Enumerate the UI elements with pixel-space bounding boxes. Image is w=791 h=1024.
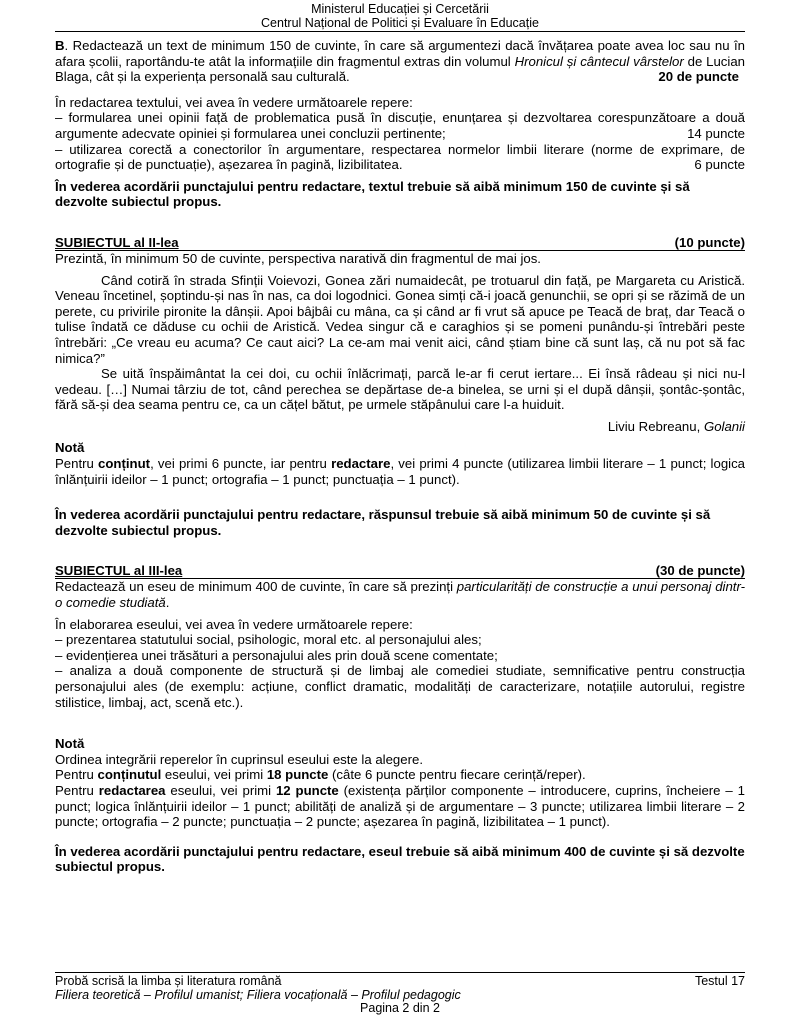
subject-2-task: Prezintă, în minimum 50 de cuvinte, perspectiva narativă din fragmentul de mai jos. [55,250,541,266]
subject-3-item-1: – prezentarea statutului social, psihologic, moral etc. al personajului ales; [55,632,482,648]
ministry-name: Ministerul Educației și Cercetării [311,2,489,16]
excerpt-paragraph-1: Când cotiră în strada Sfinții Voievozi, Gonea zări numaidecât, pe trotuarul din față, pe Margareta cu Aristică. Veneau încetinel, șoptindu-și nas în nas, ca doi logodnici. Gonea simți că-i joacă genunchii, se opri și se răzimă de un perete, cu privirile pironite la dânșii. Apoi bâjbâi cu mâna, ca și când ar fi vrut să apuce pe Teacă de braț, dar Teacă o tulise îndată ce dăduse cu ochii de Aristică. Vedea singur că e caraghios și se pomeni punându-și întrebări peste întrebări: „Ce vreau eu acuma? Ce caut aici? La ce-am mai venit aici, când știam bine că sunt laș, că nu pot să fac nimica?” [55,272,745,366]
excerpt-source: Liviu Rebreanu, Golanii [607,418,745,434]
exam-page [55,0,745,875]
subject-2-note-title: Notă [55,440,85,456]
excerpt-paragraph-2: Se uită înspăimântat la cei doi, cu ochii înlăcrimați, parcă le-ar fi cerut iertare... Ei însă râdeau și nici nu-l vedeau. […] Numai târziu de tot, când perechea se depărtase de-a binelea, se urni și el după dânșii, șontâc-șontâc, fără să-și dea seama pentru ce, ca un cățel bătut, pe urmele stăpânului care l-a huiduit. [55,366,745,413]
subject-3-item-3: – analiza a două componente de structură și de limbaj ale comediei studiate, semnificative pentru construcția personajului ales (de exemplu: acțiune, conflict dramatic, modalități de caracterizare, notațiile autorului, registre stilistice, limbaj, act, scenă etc.). [55,663,745,710]
subject-b-points: 20 de puncte [658,69,739,85]
subject-b-item-2-points: 6 puncte [694,157,745,173]
subject-3-note-title: Notă [55,736,85,752]
footer-track: Filiera teoretică – Profilul umanist; Filiera vocațională – Profilul pedagogic [55,987,461,1002]
subject-b-section [55,38,745,210]
subject-3-note-1: Ordinea integrării reperelor în cuprinsul eseului este la alegere. [55,751,423,767]
subject-2-title: SUBIECTUL al II-lea [55,234,179,250]
subject-2-note: Pentru conținut, vei primi 6 puncte, iar pentru redactare, vei primi 4 puncte (utilizarea limbii literare – 1 punct; logica înlănțuirii ideilor – 1 punct; ortografia – 1 punct; punctuația – 1 punct). [55,456,746,487]
subject-b-item-2: – utilizarea corectă a conectorilor în argumentare, respectarea normelor limbii literare (norme de exprimare, de ortografie și de punctuație), așezarea în pagină, lizibilitatea. [55,141,745,173]
subject-3-note-3: Pentru redactarea eseului, vei primi 12 puncte (existența părților componente – introducere, cuprins, încheiere – 1 punct; logica înlănțuirii ideilor – 1 punct; abilități de analiză și de argumentare – 3 puncte; utilizarea limbii literare – 2 puncte; ortografia – 2 puncte; punctuația – 2 puncte; așezarea în pagină, lizibilitatea – 1 punct). [55,782,745,830]
subject-2-condition: În vederea acordării punctajului pentru redactare, răspunsul trebuie să aibă minimum 50 de cuvinte și să dezvolte subiectul propus. [55,507,711,538]
subject-b-intro: În redactarea textului, vei avea în vedere următoarele repere: [55,94,413,110]
subject-2-heading [55,236,745,251]
subject-3-note-2: Pentru conținutul eseului, vei primi 18 puncte (câte 6 puncte pentru fiecare cerință/reper). [55,767,586,783]
footer-test: Testul 17 [694,974,745,988]
page-footer [55,972,745,1016]
subject-3-condition: În vederea acordării punctajului pentru redactare, eseul trebuie să aibă minimum 400 de cuvinte și să dezvolte subiectul propus. [55,843,745,875]
page-header [55,0,745,32]
subject-b-item-1-points: 14 puncte [687,125,745,141]
subject-b-task: B. Redactează un text de minimum 150 de cuvinte, în care să argumentezi dacă învățarea poate avea loc sau nu în afara școlii, raportându-te atât la informațiile din fragmentul extras din volumul Hronicul și cântecul vârstelor de Lucian Blaga, cât și la experiența personală sau culturală. [55,38,746,85]
subject-3-section [55,564,745,875]
subject-b-condition: În vederea acordării punctajului pentru redactare, textul trebuie să aibă minimum 150 de cuvinte și să dezvolte subiectul propus. [55,178,690,210]
subject-3-title: SUBIECTUL al III-lea [55,563,183,579]
subject-3-item-2: – evidențierea unei trăsături a personajului ales prin două scene comentate; [55,647,498,663]
subject-3-heading [55,564,745,579]
subject-3-task: Redactează un eseu de minimum 400 de cuvinte, în care să prezinți particularități de construcție a unui personaj dintr-o comedie studiată. [55,579,745,611]
center-name: Centrul Național de Politici și Evaluare în Educație [55,16,745,32]
subject-3-points: (30 de puncte) [655,563,745,579]
subject-b-item-1: – formularea unei opinii față de problematica pusă în discuție, enunțarea și dezvoltarea corespunzătoare a două argumente adecvate opiniei și formularea unei concluzii pertinente; [55,110,745,141]
subject-2-section [55,236,745,539]
footer-page-number: Pagina 2 din 2 [360,1001,440,1016]
subject-3-intro: În elaborarea eseului, vei avea în vedere următoarele repere: [55,616,413,632]
footer-exam: Probă scrisă la limba și literatura română [55,974,282,988]
subject-2-points: (10 puncte) [674,234,745,250]
